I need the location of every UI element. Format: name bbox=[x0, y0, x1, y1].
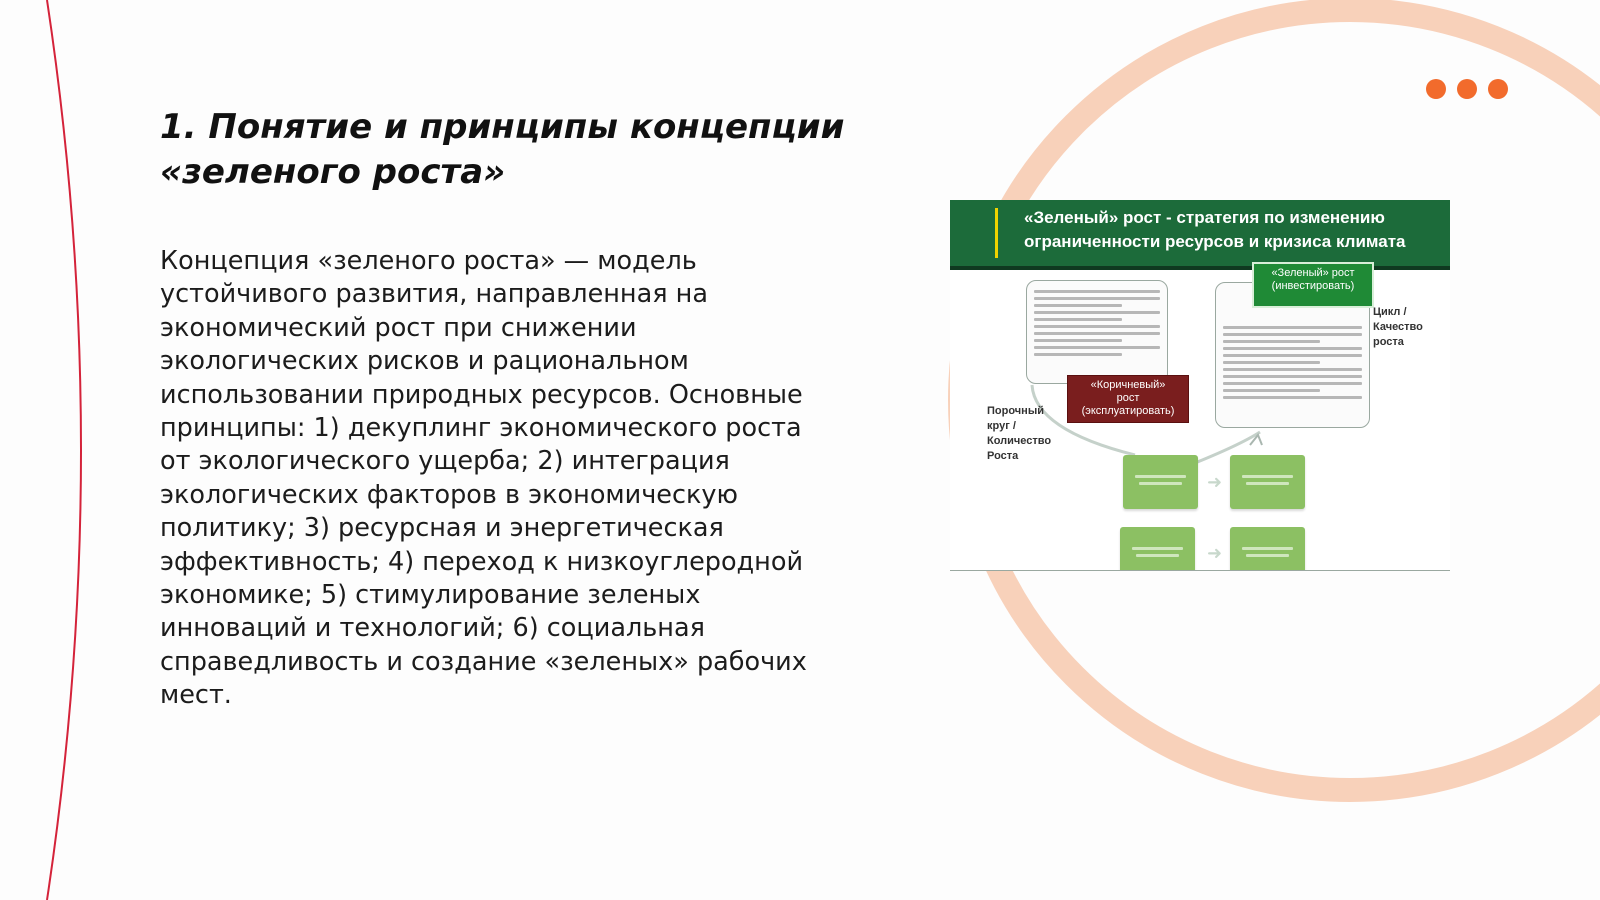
green-growth-label: «Зеленый» рост (инвестировать) bbox=[1252, 262, 1374, 308]
diagram-block bbox=[1230, 455, 1305, 509]
diagram-connectors bbox=[950, 200, 1450, 570]
image-header-text: «Зеленый» рост - стратегия по изменению ограниченности ресурсов и кризиса климата bbox=[1024, 208, 1406, 251]
arrow-right-icon: ➜ bbox=[1207, 543, 1223, 564]
dot-indicator bbox=[1488, 79, 1508, 99]
diagram-block bbox=[1120, 527, 1195, 571]
dot-indicators bbox=[1426, 79, 1508, 99]
dot-indicator bbox=[1457, 79, 1477, 99]
slide-title: 1. Понятие и принципы концепции «зеленого роста» bbox=[160, 107, 845, 192]
decorative-red-curve bbox=[47, 0, 81, 900]
slide-body-text: Концепция «зеленого роста» — модель устойчивого развития, направленная на экономический рост при снижении экологических рисков и рациональном использовании природных ресурсов. Основные принципы: 1) декуплинг экономического роста от экологического ущерба; 2) интеграция экологических факторов в экономическую политику; 3) ресурсная и энергетическая эффективность; 4) переход к низкоуглеродной экономике; 5) стимулирование зеленых инноваций и технологий; 6) социальная справедливость и создание «зеленых» рабочих мест. bbox=[160, 246, 807, 711]
arrow-right-icon: ➜ bbox=[1207, 472, 1223, 493]
diagram-block bbox=[1123, 455, 1198, 509]
vicious-circle-label: Порочный круг / Количество Роста bbox=[987, 405, 1052, 462]
note-box-left bbox=[1026, 280, 1168, 384]
slide-image bbox=[950, 200, 1450, 571]
dot-indicator bbox=[1426, 79, 1446, 99]
diagram-block bbox=[1230, 527, 1305, 571]
cycle-quality-label: Цикл / Качество роста bbox=[1373, 306, 1423, 348]
brown-growth-label: «Коричневый» рост (эксплуатировать) bbox=[1067, 375, 1189, 423]
